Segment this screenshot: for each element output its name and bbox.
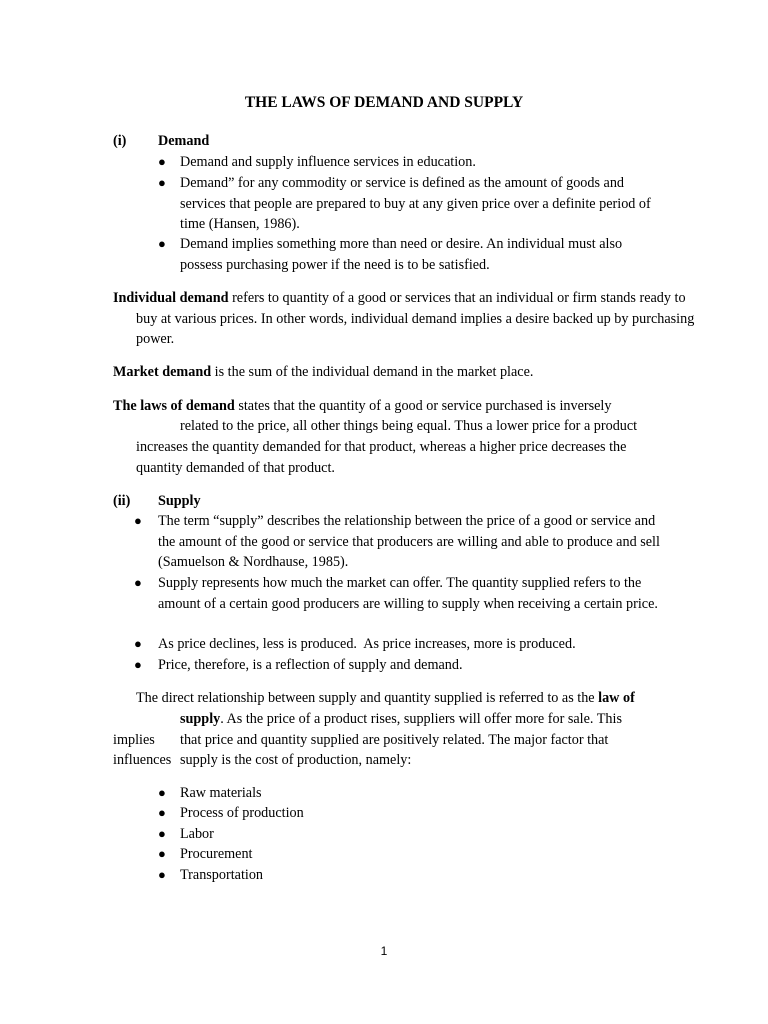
individual-demand-paragraph <box>113 288 702 350</box>
laws-of-demand-term: The laws of demand <box>113 398 235 414</box>
market-demand-text: is the sum of the individual demand in the market place. <box>211 364 534 380</box>
page-title: THE LAWS OF DEMAND AND SUPPLY <box>244 94 524 111</box>
section-number-demand: (i) <box>113 133 127 149</box>
law-of-supply-label-influences: influences <box>113 752 172 768</box>
section-heading-supply: Supply <box>158 493 201 509</box>
factor-item: Procurement <box>180 846 253 862</box>
law-of-supply-label-implies: implies <box>113 732 155 748</box>
bullet-icon: ● <box>158 826 166 841</box>
law-of-supply-line-1: The direct relationship between supply and quantity supplied is referred to as the law of <box>136 690 635 706</box>
bullet-icon: ● <box>158 154 166 169</box>
factor-item: Raw materials <box>180 785 262 801</box>
laws-of-demand-line-1: The laws of demand states that the quantity of a good or service purchased is inversely <box>113 398 612 414</box>
bullet-icon: ● <box>158 785 166 800</box>
demand-bullet-1: Demand and supply influence services in education. <box>180 154 476 170</box>
law-of-supply-line-3: that price and quantity supplied are positively related. The major factor that <box>180 732 609 748</box>
law-of-supply-line-4: supply is the cost of production, namely: <box>180 752 412 768</box>
law-of-supply-term-b: supply <box>180 711 221 727</box>
factor-item: Transportation <box>180 867 264 883</box>
bullet-icon: ● <box>134 636 142 651</box>
law-of-supply-term-a: law of <box>598 690 635 706</box>
bullet-icon: ● <box>134 657 142 672</box>
section-heading-demand: Demand <box>158 133 210 149</box>
section-number-supply: (ii) <box>113 493 131 509</box>
bullet-icon: ● <box>134 575 142 590</box>
bullet-icon: ● <box>158 867 166 882</box>
supply-bullet-1: The term “supply” describes the relationship between the price of a good or service and the amount of the good or service that producers are willing and able to produce and sell (Samuelson & Nordhause, 1985). <box>158 513 660 570</box>
bullet-icon: ● <box>158 805 166 820</box>
individual-demand-term: Individual demand <box>113 290 229 306</box>
laws-of-demand-line-3: increases the quantity demanded for that product, whereas a higher price decreases the quantity demanded of that product. <box>136 439 627 476</box>
demand-bullet-2: Demand” for any commodity or service is defined as the amount of goods and services that people are prepared to buy at any given price over a definite period of time (Hansen, 1986). <box>180 175 651 232</box>
law-of-supply-line-2: supply. As the price of a product rises, suppliers will offer more for sale. This <box>180 711 622 727</box>
bullet-icon: ● <box>158 236 166 251</box>
supply-bullet-2: Supply represents how much the market can offer. The quantity supplied refers to the amount of a certain good producers are willing to supply when receiving a certain price. <box>158 575 658 612</box>
bullet-icon: ● <box>158 846 166 861</box>
individual-demand-text: refers to quantity of a good or services that an individual or firm stands ready to buy at various prices. In other words, individual demand implies a desire backed up by purchasing power. <box>136 290 695 347</box>
page-number: 1 <box>380 944 388 958</box>
supply-bullet-4: Price, therefore, is a reflection of supply and demand. <box>158 657 463 673</box>
laws-of-demand-line-2: related to the price, all other things being equal. Thus a lower price for a product <box>180 418 638 434</box>
market-demand-term: Market demand <box>113 364 212 380</box>
supply-bullet-3: As price declines, less is produced. As price increases, more is produced. <box>158 636 576 652</box>
bullet-icon: ● <box>134 513 142 528</box>
bullet-icon: ● <box>158 175 166 190</box>
market-demand-paragraph <box>113 362 679 383</box>
factor-item: Process of production <box>180 805 304 821</box>
demand-bullet-3: Demand implies something more than need or desire. An individual must also possess purchasing power if the need is to be satisfied. <box>180 236 623 273</box>
factor-item: Labor <box>180 826 214 842</box>
